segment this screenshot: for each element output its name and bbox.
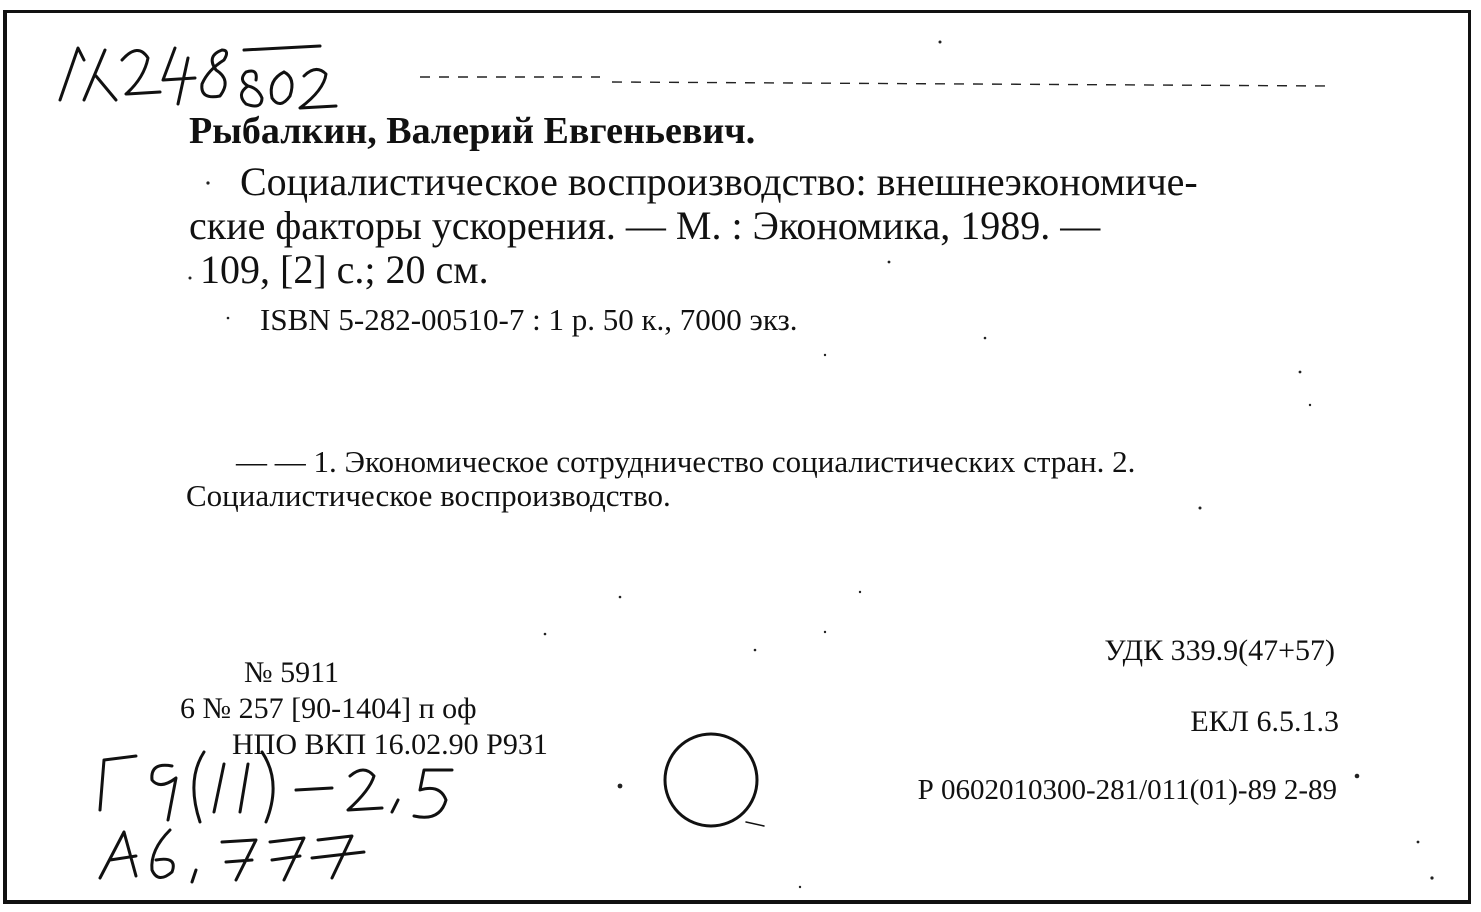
ekl-code: ЕКЛ 6.5.1.3 bbox=[1190, 705, 1339, 738]
author-heading: Рыбалкин, Валерий Евгеньевич. bbox=[189, 110, 756, 152]
catalog-number: № 5911 bbox=[244, 656, 340, 689]
org-line: НПО ВКП 16.02.90 Р931 bbox=[232, 728, 548, 761]
udc-code: УДК 339.9(47+57) bbox=[1104, 634, 1335, 667]
title-line-1: Социалистическое воспроизводство: внешнеэкономиче- bbox=[240, 159, 1198, 204]
title-line-2: ские факторы ускорения. — М. : Экономика, 1989. — bbox=[189, 203, 1101, 248]
print-info: 6 № 257 [90-1404] п оф bbox=[180, 692, 477, 725]
subject-line-1: — — 1. Экономическое сотрудничество социалистических стран. 2. bbox=[236, 444, 1136, 479]
p-code: Р 0602010300-281/011(01)-89 2-89 bbox=[917, 774, 1337, 806]
subject-line-2: Социалистическое воспроизводство. bbox=[186, 478, 671, 513]
title-line-3: 109, [2] с.; 20 см. bbox=[200, 247, 489, 292]
isbn-line: ISBN 5-282-00510-7 : 1 р. 50 к., 7000 экз. bbox=[260, 302, 798, 337]
